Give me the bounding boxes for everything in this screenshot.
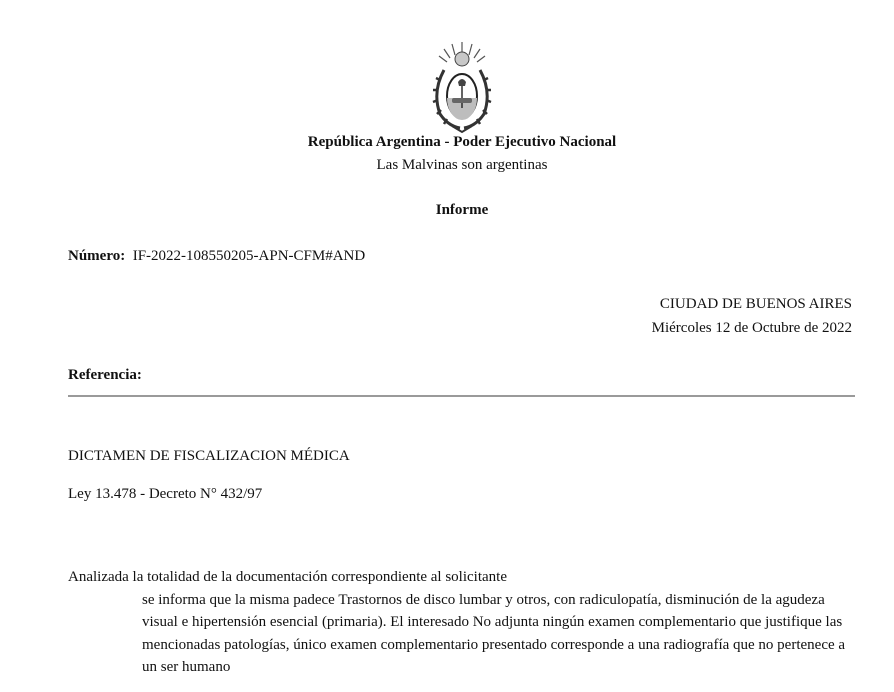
header-title: República Argentina - Poder Ejecutivo Nacional: [307, 134, 617, 150]
divider: [68, 395, 855, 397]
numero-value: IF-2022-108550205-APN-CFM#AND: [132, 248, 366, 264]
body-paragraph: [68, 566, 852, 679]
numero-row: [68, 248, 365, 265]
body-paragraph-line1: Analizada la totalidad de la documentación correspondiente al solicitante: [68, 569, 507, 585]
document-type: Informe: [435, 202, 489, 218]
argentina-coat-of-arms-icon: [430, 40, 494, 134]
referencia-label: Referencia:: [68, 367, 142, 383]
law-reference: Ley 13.478 - Decreto N° 432/97: [68, 486, 263, 502]
dictamen-heading: DICTAMEN DE FISCALIZACION MÉDICA: [68, 448, 350, 464]
date: Miércoles 12 de Octubre de 2022: [651, 320, 852, 336]
header-subtitle: Las Malvinas son argentinas: [376, 157, 548, 173]
numero-label: Número:: [68, 248, 126, 264]
city: CIUDAD DE BUENOS AIRES: [659, 296, 852, 312]
body-paragraph-rest: se informa que la misma padece Trastornos de disco lumbar y otros, con radiculopatía, disminución de la agudeza visual e hipertensión esencial (primaria). El interesado No adjunta ningún examen complementario que justifique las mencionadas patologías, único examen complementario presentado corresponde a una radiografía que no pertenece a un ser humano: [142, 591, 846, 675]
